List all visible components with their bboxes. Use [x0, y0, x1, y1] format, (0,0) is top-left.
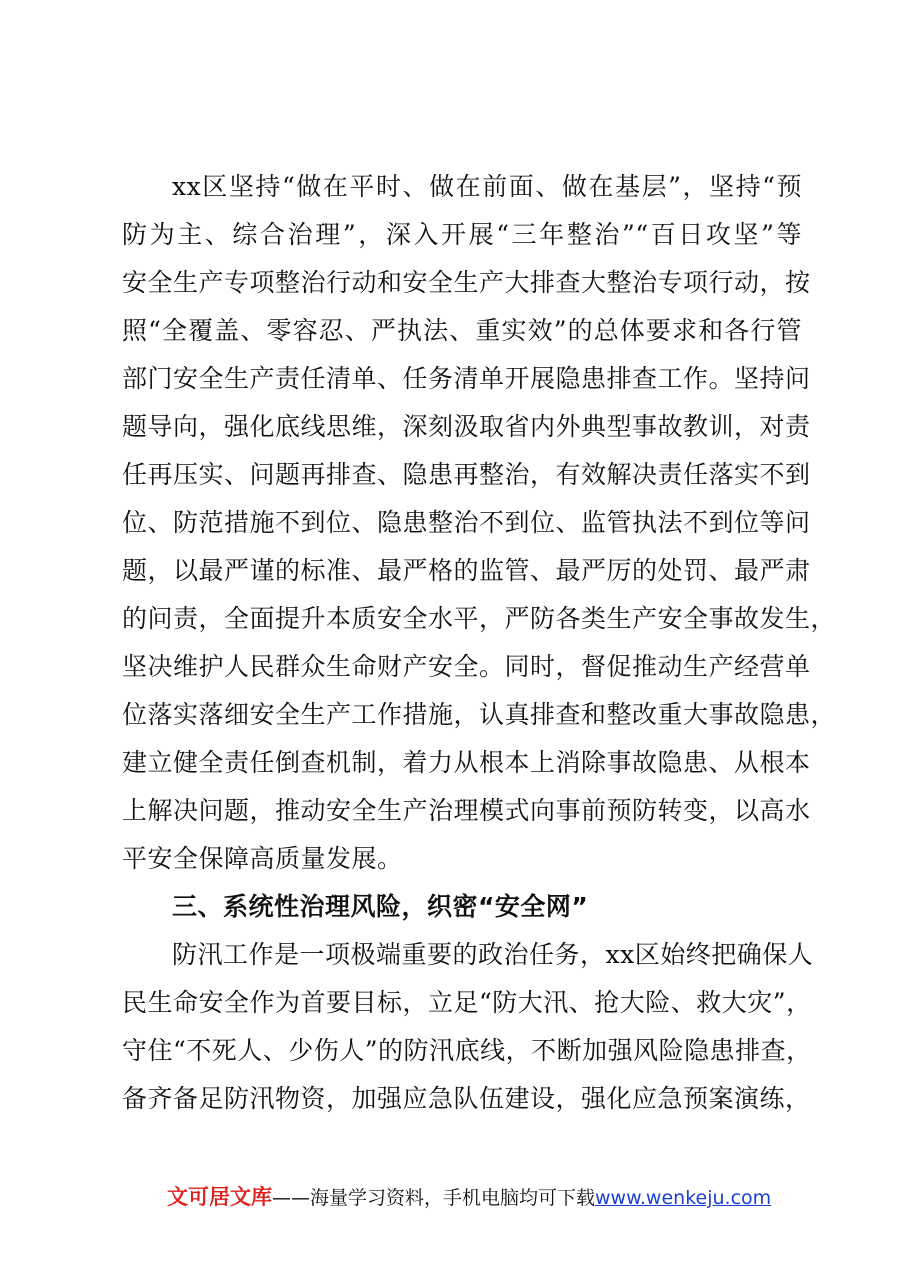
- text-line: 任再压实、问题再排查、隐患再整治，有效解决责任落实不到: [122, 460, 811, 489]
- footer-banner: [167, 1182, 771, 1212]
- paragraph-2: [122, 931, 814, 1123]
- text-line: 位、防范措施不到位、隐患整治不到位、监管执法不到位等问: [122, 508, 811, 537]
- text-line: 题，以最严谨的标准、最严格的监管、最严厉的处罚、最严肃: [122, 556, 811, 585]
- text-line: 安全生产专项整治行动和安全生产大排查大整治专项行动，按: [122, 268, 811, 297]
- paragraph-1: [122, 163, 837, 883]
- footer-brand: 文可居文库: [167, 1185, 272, 1209]
- text-line: 平安全保障高质量发展。: [122, 844, 403, 873]
- text-line: 防汛工作是一项极端重要的政治任务，xx区始终把确保人: [172, 940, 814, 969]
- text-line: 建立健全责任倒查机制，着力从根本上消除事故隐患、从根本: [122, 748, 811, 777]
- text-line: 守住“不死人、少伤人”的防汛底线，不断加强风险隐患排查，: [122, 1036, 812, 1065]
- text-line: 照“全覆盖、零容忍、严执法、重实效”的总体要求和各行管: [122, 316, 802, 345]
- text-line: xx区坚持“做在平时、做在前面、做在基层”，坚持“预: [172, 172, 802, 201]
- section-heading: 三、系统性治理风险，织密“安全网”: [172, 892, 589, 921]
- text-line: 的问责，全面提升本质安全水平，严防各类生产安全事故发生，: [122, 604, 837, 633]
- text-line: 防为主、综合治理”，深入开展“三年整治”“百日攻坚”等: [122, 220, 802, 249]
- footer-url-link[interactable]: www.wenkeju.com: [595, 1187, 772, 1209]
- text-line: 部门安全生产责任清单、任务清单开展隐患排查工作。坚持问: [122, 364, 811, 393]
- text-line: 坚决维护人民群众生命财产安全。同时，督促推动生产经营单: [122, 652, 811, 681]
- text-line: 题导向，强化底线思维，深刻汲取省内外典型事故教训，对责: [122, 412, 811, 441]
- document-body: [122, 163, 837, 1123]
- text-line: 位落实落细安全生产工作措施，认真排查和整改重大事故隐患，: [122, 700, 837, 729]
- text-line: 民生命安全作为首要目标，立足“防大汛、抢大险、救大灾”，: [122, 988, 812, 1017]
- text-line: 备齐备足防汛物资，加强应急队伍建设，强化应急预案演练，: [122, 1084, 811, 1113]
- footer-slogan: ——海量学习资料，手机电脑均可下载: [272, 1187, 596, 1209]
- text-line: 上解决问题，推动安全生产治理模式向事前预防转变，以高水: [122, 796, 811, 825]
